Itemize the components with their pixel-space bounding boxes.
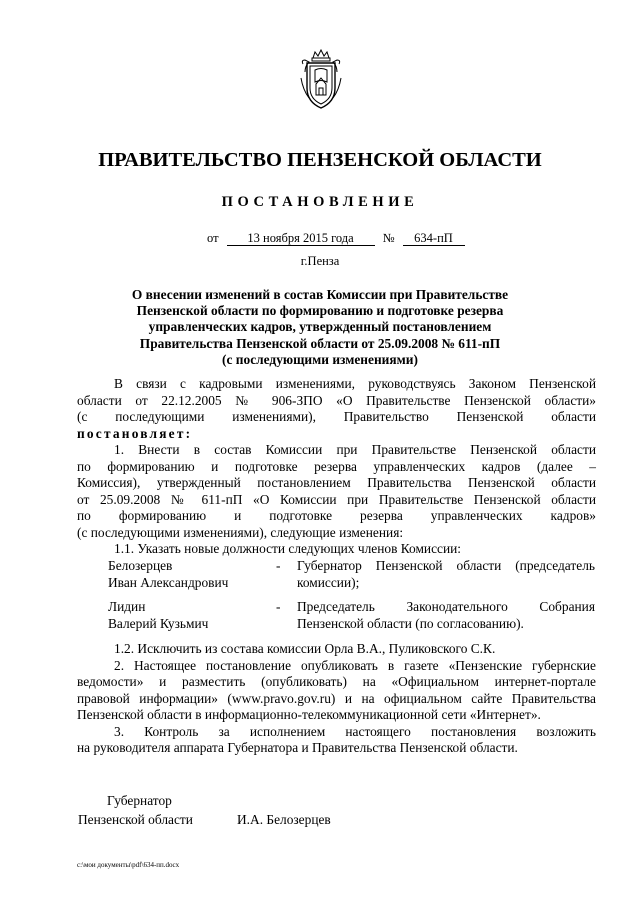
member-given-name: Валерий Кузьмич <box>108 616 209 631</box>
decree-number: 634-пП <box>403 231 465 246</box>
item2-line: 2. Настоящее постановление опубликовать в газете «Пензенские губернские <box>114 657 596 673</box>
signatory-region: Пензенской области <box>78 812 193 827</box>
preamble-line: (с последующими изменениями), Правительство Пензенской области <box>77 409 596 424</box>
number-sign: № <box>382 231 395 245</box>
heading-line: Правительства Пензенской области от 25.09.2008 № 611-пП <box>139 335 501 351</box>
item1-line: по формированию и подготовке резерва управленческих кадров» <box>77 508 596 523</box>
position-line: Председатель Законодательного Собрания <box>297 599 595 614</box>
item1-line: 1. Внести в состав Комиссии при Правительстве Пензенской области <box>114 442 596 457</box>
preamble-line: области от 22.12.2005 № 906-ЗПО «О Правительстве Пензенской области» <box>77 392 596 408</box>
member-given-name: Иван Александрович <box>108 575 229 590</box>
member-name <box>108 598 268 632</box>
item1-2: 1.2. Исключить из состава комиссии Орла В.А., Пуликовского С.К. <box>114 641 496 656</box>
member-position <box>297 557 595 591</box>
item2-line: ведомости» и разместить (опубликовать) на «Официальном интернет-портале <box>77 674 596 689</box>
member-position <box>297 598 595 632</box>
heading-line: управленческих кадров, утвержденный постановлением <box>148 319 492 335</box>
decree-body-continued <box>77 641 596 757</box>
member-dash: - <box>276 558 281 573</box>
city: г.Пенза <box>300 254 340 268</box>
signatory-name: И.А. Белозерцев <box>237 812 331 827</box>
item1-line: Комиссия), утвержденный постановлением Правительства Пензенской области <box>77 475 596 490</box>
coat-of-arms-icon <box>299 48 343 112</box>
government-title: ПРАВИТЕЛЬСТВО ПЕНЗЕНСКОЙ ОБЛАСТИ <box>98 149 542 171</box>
members-list <box>108 557 598 639</box>
item1-line: от 25.09.2008 № 611-пП «О Комиссии при Правительстве Пензенской области <box>77 491 596 507</box>
member-dash: - <box>276 599 281 614</box>
heading-line: О внесении изменений в состав Комиссии при Правительстве <box>131 287 509 302</box>
item1-1: 1.1. Указать новые должности следующих членов Комиссии: <box>114 541 462 556</box>
item1-line: по формированию и подготовке резерва управленческих кадров (далее – <box>77 458 596 474</box>
member-name <box>108 557 268 591</box>
decree-title: ПОСТАНОВЛЕНИЕ <box>221 194 419 210</box>
position-line: Губернатор Пензенской области (председатель <box>297 558 595 573</box>
position-line: Пензенской области (по согласованию). <box>297 616 524 631</box>
item3-line: на руководителя аппарата Губернатора и Правительства Пензенской области. <box>77 740 518 755</box>
item2-line: правовой информации» (www.pravo.gov.ru) и на официальном сайте Правительства <box>77 690 596 706</box>
position-line: комиссии); <box>297 575 360 590</box>
member-surname: Белозерцев <box>108 558 173 573</box>
decree-heading <box>100 287 540 368</box>
member-surname: Лидин <box>108 599 146 614</box>
signatory-title: Губернатор <box>107 793 172 808</box>
date-prefix: от <box>207 231 219 245</box>
item1-line: (с последующими изменениями), следующие изменения: <box>77 524 404 540</box>
date-number-line <box>207 230 465 246</box>
preamble-line: В связи с кадровыми изменениями, руководствуясь Законом Пензенской <box>114 376 596 391</box>
member-row <box>108 598 598 632</box>
heading-line: (с последующими изменениями) <box>222 351 418 367</box>
member-row <box>108 557 598 591</box>
item2-line: Пензенской области в информационно-телекоммуникационной сети «Интернет». <box>77 707 541 722</box>
file-path-footer: c:\мои документы\pdf\634-пп.docx <box>77 861 180 869</box>
decree-body <box>77 376 596 558</box>
item3-line: 3. Контроль за исполнением настоящего постановления возложить <box>114 723 596 739</box>
heading-line: Пензенской области по формированию и подготовке резерва <box>136 303 504 319</box>
decree-date: 13 ноября 2015 года <box>227 231 375 246</box>
resolves-word: постановляет: <box>77 425 193 441</box>
